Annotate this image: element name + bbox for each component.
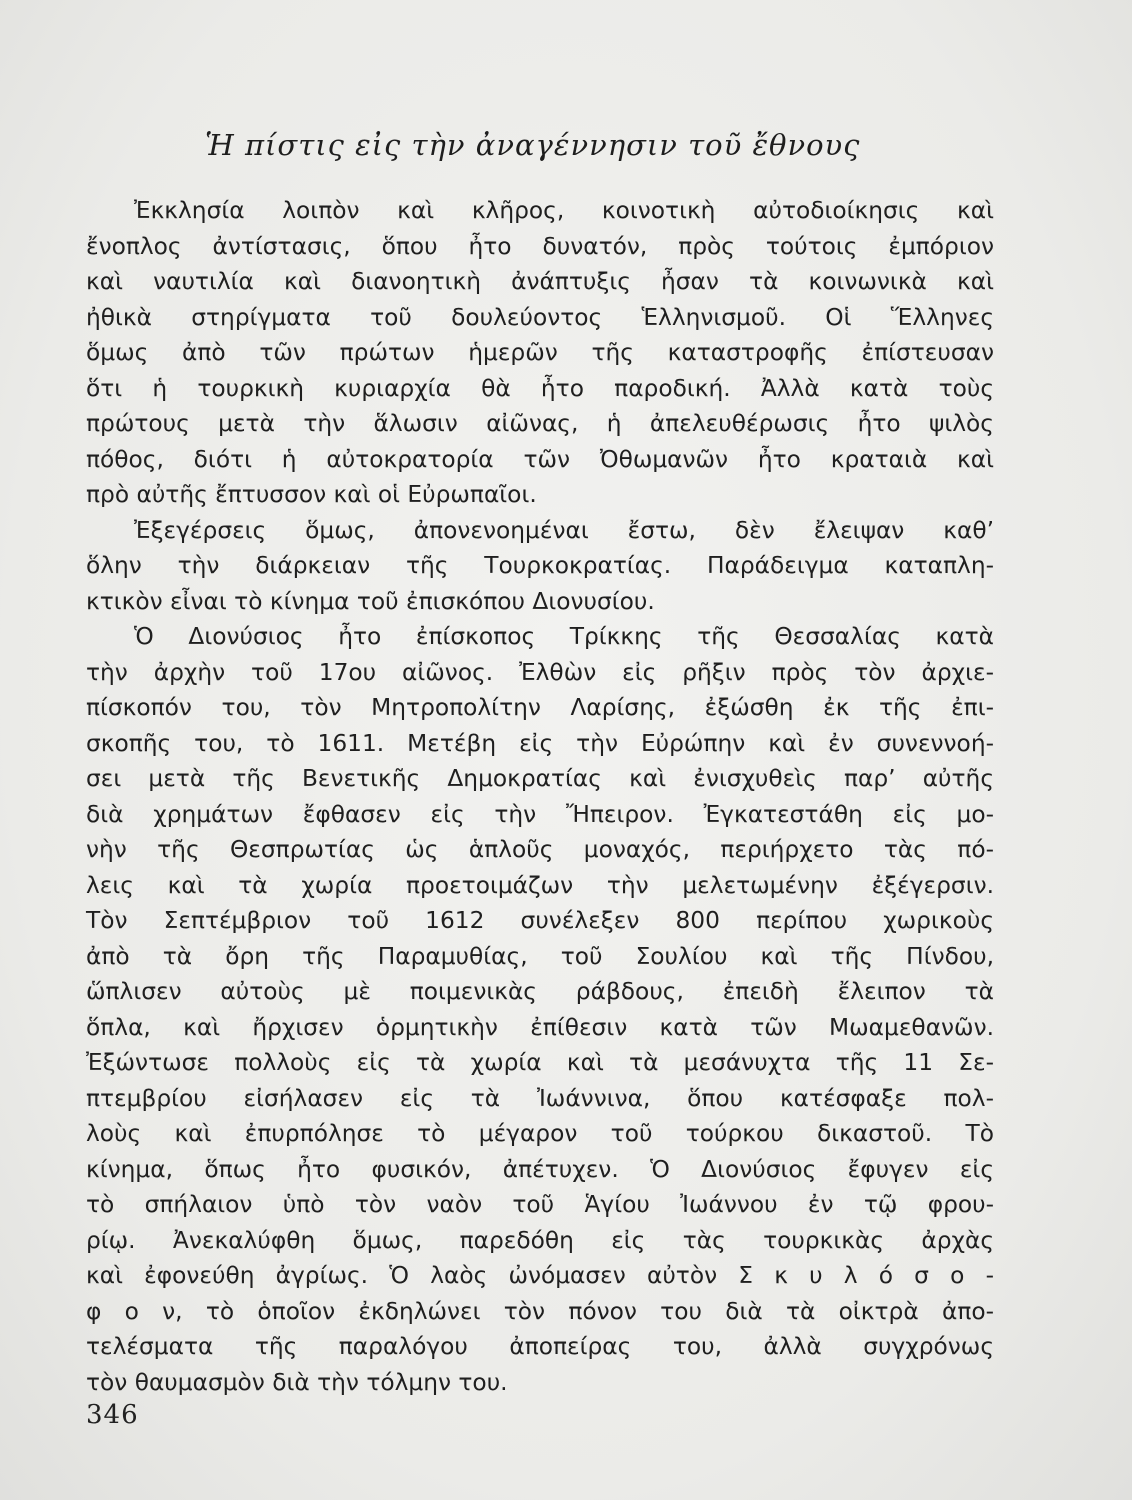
text-line: κτικὸν εἶναι τὸ κίνημα τοῦ ἐπισκόπου Διονυσίου.: [86, 587, 655, 615]
text-line: καὶ ἐφονεύθη ἀγρίως. Ὁ λαὸς ὠνόμασεν αὐτὸν Σ κ υ λ ό σ ο -: [86, 1262, 994, 1289]
text-line: σει μετὰ τῆς Βενετικῆς Δημοκρατίας καὶ ἐνισχυθεὶς παρ’ αὐτῆς: [86, 765, 994, 792]
page-number: 346: [86, 1400, 139, 1430]
text-line: λεις καὶ τὰ χωρία προετοιμάζων τὴν μελετωμένην ἐξέγερσιν.: [86, 871, 994, 899]
text-line: λοὺς καὶ ἐπυρπόλησε τὸ μέγαρον τοῦ τούρκου δικαστοῦ. Τὸ: [86, 1120, 994, 1147]
text-line: ἔνοπλος ἀντίστασις, ὅπου ἦτο δυνατόν, πρὸς τούτοις ἐμπόριον: [86, 232, 994, 260]
text-line: πρὸ αὐτῆς ἔπτυσσον καὶ οἱ Εὐρωπαῖοι.: [86, 481, 537, 508]
text-line: διὰ χρημάτων ἔφθασεν εἰς τὴν Ἤπειρον. Ἐγκατεστάθη εἰς μο-: [86, 800, 994, 828]
text-line: ὥπλισεν αὐτοὺς μὲ ποιμενικὰς ράβδους, ἐπειδὴ ἔλειπον τὰ: [86, 978, 994, 1005]
text-line: σκοπῆς του, τὸ 1611. Μετέβη εἰς τὴν Εὐρώπην καὶ ἐν συνεννοή-: [86, 729, 994, 757]
text-line: ὅλην τὴν διάρκειαν τῆς Τουρκοκρατίας. Παράδειγμα καταπλη-: [86, 552, 994, 579]
text-line: ἀπὸ τὰ ὄρη τῆς Παραμυθίας, τοῦ Σουλίου καὶ τῆς Πίνδου,: [86, 942, 994, 970]
text-line: ἠθικὰ στηρίγματα τοῦ δουλεύοντος Ἑλληνισμοῦ. Οἱ Ἕλληνες: [86, 303, 994, 331]
text-line: πόθος, διότι ἡ αὐτοκρατορία τῶν Ὀθωμανῶν ἦτο κραταιὰ καὶ: [86, 445, 994, 473]
text-line: ὅμως ἀπὸ τῶν πρώτων ἡμερῶν τῆς καταστροφῆς ἐπίστευσαν: [86, 339, 994, 366]
text-line: Ἐξώντωσε πολλοὺς εἰς τὰ χωρία καὶ τὰ μεσάνυχτα τῆς 11 Σε-: [86, 1049, 994, 1076]
text-line: πτεμβρίου εἰσήλασεν εἰς τὰ Ἰωάννινα, ὅπου κατέσφαξε πολ-: [86, 1084, 994, 1112]
text-line: Ἐξεγέρσεις ὅμως, ἀπονενοημέναι ἔστω, δὲν ἔλειψαν καθ’: [134, 516, 994, 544]
text-line: τὴν ἀρχὴν τοῦ 17ου αἰῶνος. Ἐλθὼν εἰς ρῆξιν πρὸς τὸν ἀρχιε-: [86, 658, 994, 686]
text-line: τὸ σπήλαιον ὑπὸ τὸν ναὸν τοῦ Ἁγίου Ἰωάννου ἐν τῷ φρου-: [86, 1191, 994, 1218]
text-line: ρίῳ. Ἀνεκαλύφθη ὅμως, παρεδόθη εἰς τὰς τουρκικὰς ἀρχὰς: [86, 1226, 994, 1254]
text-line: κίνημα, ὅπως ἦτο φυσικόν, ἀπέτυχεν. Ὁ Διονύσιος ἔφυγεν εἰς: [86, 1155, 994, 1183]
text-line: νὴν τῆς Θεσπρωτίας ὡς ἁπλοῦς μοναχός, περιήρχετο τὰς πό-: [86, 836, 994, 863]
text-line: πρώτους μετὰ τὴν ἅλωσιν αἰῶνας, ἡ ἀπελευθέρωσις ἦτο ψιλὸς: [86, 410, 994, 437]
text-line: ὅτι ἡ τουρκικὴ κυριαρχία θὰ ἦτο παροδική. Ἀλλὰ κατὰ τοὺς: [86, 374, 994, 402]
text-line: τὸν θαυμασμὸν διὰ τὴν τόλμην του.: [86, 1368, 508, 1396]
text-line: καὶ ναυτιλία καὶ διανοητικὴ ἀνάπτυξις ἦσαν τὰ κοινωνικὰ καὶ: [86, 268, 994, 295]
text-line: τελέσματα τῆς παραλόγου ἀποπείρας του, ἀλλὰ συγχρόνως: [86, 1333, 994, 1360]
page-title: Ἡ πίστις εἰς τὴν ἀναγέννησιν τοῦ ἔθνους: [205, 128, 861, 162]
text-line: Τὸν Σεπτέμβριον τοῦ 1612 συνέλεξεν 800 περίπου χωρικοὺς: [86, 907, 994, 934]
text-line: Ὁ Διονύσιος ἦτο ἐπίσκοπος Τρίκκης τῆς Θεσσαλίας κατὰ: [134, 623, 994, 650]
text-line: Ἐκκλησία λοιπὸν καὶ κλῆρος, κοινοτικὴ αὐτοδιοίκησις καὶ: [134, 197, 994, 224]
text-line: ὅπλα, καὶ ἤρχισεν ὁρμητικὴν ἐπίθεσιν κατὰ τῶν Μωαμεθανῶν.: [86, 1013, 994, 1041]
text-line: πίσκοπόν του, τὸν Μητροπολίτην Λαρίσης, ἐξώσθη ἐκ τῆς ἐπι-: [86, 694, 994, 721]
text-line: φ ο ν, τὸ ὁποῖον ἐκδηλώνει τὸν πόνον του διὰ τὰ οἰκτρὰ ἀπο-: [86, 1297, 994, 1325]
body-text: [86, 193, 994, 1400]
